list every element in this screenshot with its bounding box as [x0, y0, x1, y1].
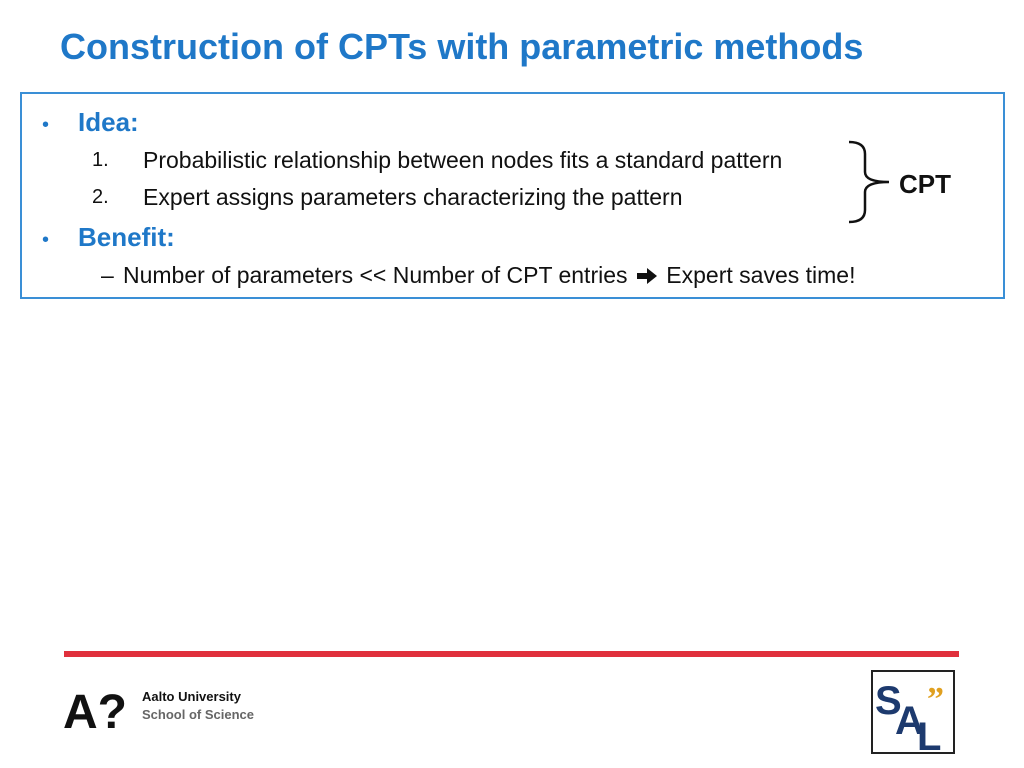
benefit-dash: –	[101, 262, 114, 288]
idea-item-2-number: 2.	[92, 186, 109, 208]
idea-heading: Idea:	[78, 107, 139, 137]
benefit-right-text: Expert saves time!	[666, 262, 856, 288]
footer-accent-line	[64, 651, 959, 657]
university-name: Aalto University	[142, 689, 241, 704]
idea-item-1-text: Probabilistic relationship between nodes fits a standard pattern	[143, 147, 783, 173]
idea-item-2-text: Expert assigns parameters characterizing the pattern	[143, 184, 683, 210]
cpt-label: CPT	[899, 169, 951, 199]
sal-logo-icon	[873, 672, 953, 752]
svg-text:S: S	[875, 679, 902, 723]
heavy-right-arrow-icon	[636, 267, 658, 285]
idea-item-1-number: 1.	[92, 149, 109, 171]
svg-text:A?: A?	[63, 686, 127, 732]
svg-text:”: ”	[927, 681, 944, 718]
slide-title: Construction of CPTs with parametric methods	[60, 26, 864, 67]
bullet-dot: •	[42, 114, 50, 136]
bullet-dot: •	[42, 229, 50, 251]
aalto-logo	[63, 686, 283, 736]
content-box	[20, 92, 1005, 299]
benefit-heading: Benefit:	[78, 222, 175, 252]
svg-text:L: L	[917, 715, 942, 752]
sal-logo	[871, 670, 955, 754]
benefit-item	[123, 262, 855, 289]
aalto-a-question-icon	[63, 686, 133, 732]
svg-text:A: A	[895, 699, 924, 743]
benefit-left-text: Number of parameters << Number of CPT entries	[123, 262, 628, 288]
curly-brace-icon	[845, 138, 895, 226]
school-name: School of Science	[142, 707, 254, 722]
